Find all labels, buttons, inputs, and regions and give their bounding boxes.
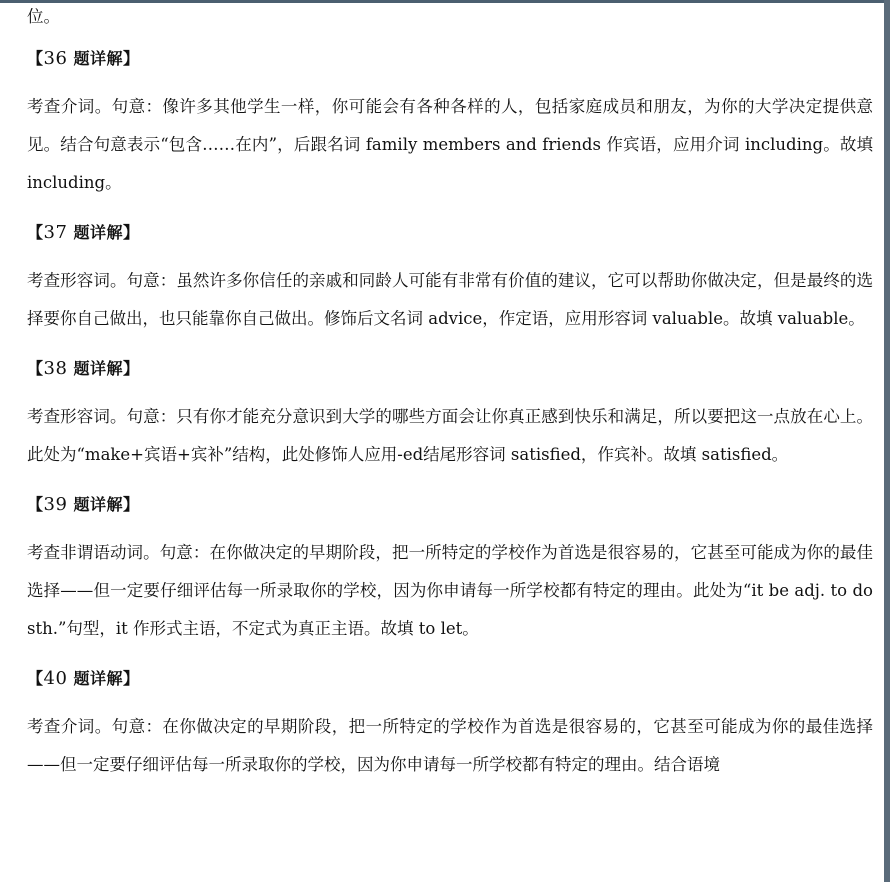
section-heading (27, 494, 873, 516)
section-heading (27, 358, 873, 380)
section-explanation: 考查介词。句意：像许多其他学生一样，你可能会有各种各样的人，包括家庭成员和朋友，为你的大学决定提供意见。结合句意表示“包含……在内”，后跟名词 family members and friends 作宾语，应用介词 including。故填 including。 (27, 97, 873, 192)
bracket-open: 【 (27, 49, 44, 68)
section-40 (27, 668, 873, 784)
section-36 (27, 48, 873, 202)
heading-title: 题详解 (73, 223, 124, 242)
section-explanation: 考查介词。句意：在你做决定的早期阶段，把一所特定的学校作为首选是很容易的，它甚至可能成为你的最佳选择——但一定要仔细评估每一所录取你的学校，因为你申请每一所学校都有特定的理由。结合语境 (27, 717, 873, 774)
bracket-open: 【 (27, 223, 44, 242)
section-heading (27, 48, 873, 70)
heading-title: 题详解 (73, 359, 124, 378)
question-number: 37 (43, 222, 68, 243)
section-heading (27, 668, 873, 690)
top-border (0, 0, 890, 3)
lead-text: 位。 (27, 7, 60, 26)
section-explanation: 考查形容词。句意：只有你才能充分意识到大学的哪些方面会让你真正感到快乐和满足，所以要把这一点放在心上。此处为“make+宾语+宾补”结构，此处修饰人应用-ed结尾形容词 satisfied，作宾补。故填 satisfied。 (27, 407, 873, 464)
section-38 (27, 358, 873, 474)
heading-title: 题详解 (73, 495, 124, 514)
bracket-close: 】 (123, 49, 140, 68)
heading-title: 题详解 (73, 49, 124, 68)
bracket-open: 【 (27, 495, 44, 514)
question-number: 39 (43, 494, 68, 515)
document-body (27, 6, 873, 784)
section-37 (27, 222, 873, 338)
bracket-close: 】 (123, 495, 140, 514)
question-number: 40 (43, 668, 68, 689)
heading-title: 题详解 (73, 669, 124, 688)
section-explanation: 考查非谓语动词。句意：在你做决定的早期阶段，把一所特定的学校作为首选是很容易的，它甚至可能成为你的最佳选择——但一定要仔细评估每一所录取你的学校，因为你申请每一所学校都有特定的理由。此处为“it be adj. to do sth.”句型，it 作形式主语，不定式为真正主语。故填 to let。 (27, 543, 873, 638)
section-explanation: 考查形容词。句意：虽然许多你信任的亲戚和同龄人可能有非常有价值的建议，它可以帮助你做决定，但是最终的选择要你自己做出，也只能靠你自己做出。修饰后文名词 advice，作定语，应用形容词 valuable。故填 valuable。 (27, 271, 873, 328)
section-39 (27, 494, 873, 648)
bracket-close: 】 (123, 223, 140, 242)
question-number: 38 (43, 358, 68, 379)
bracket-open: 【 (27, 669, 44, 688)
section-heading (27, 222, 873, 244)
bracket-close: 】 (123, 669, 140, 688)
bracket-close: 】 (123, 359, 140, 378)
question-number: 36 (43, 48, 68, 69)
right-scroll-edge (884, 0, 890, 882)
bracket-open: 【 (27, 359, 44, 378)
